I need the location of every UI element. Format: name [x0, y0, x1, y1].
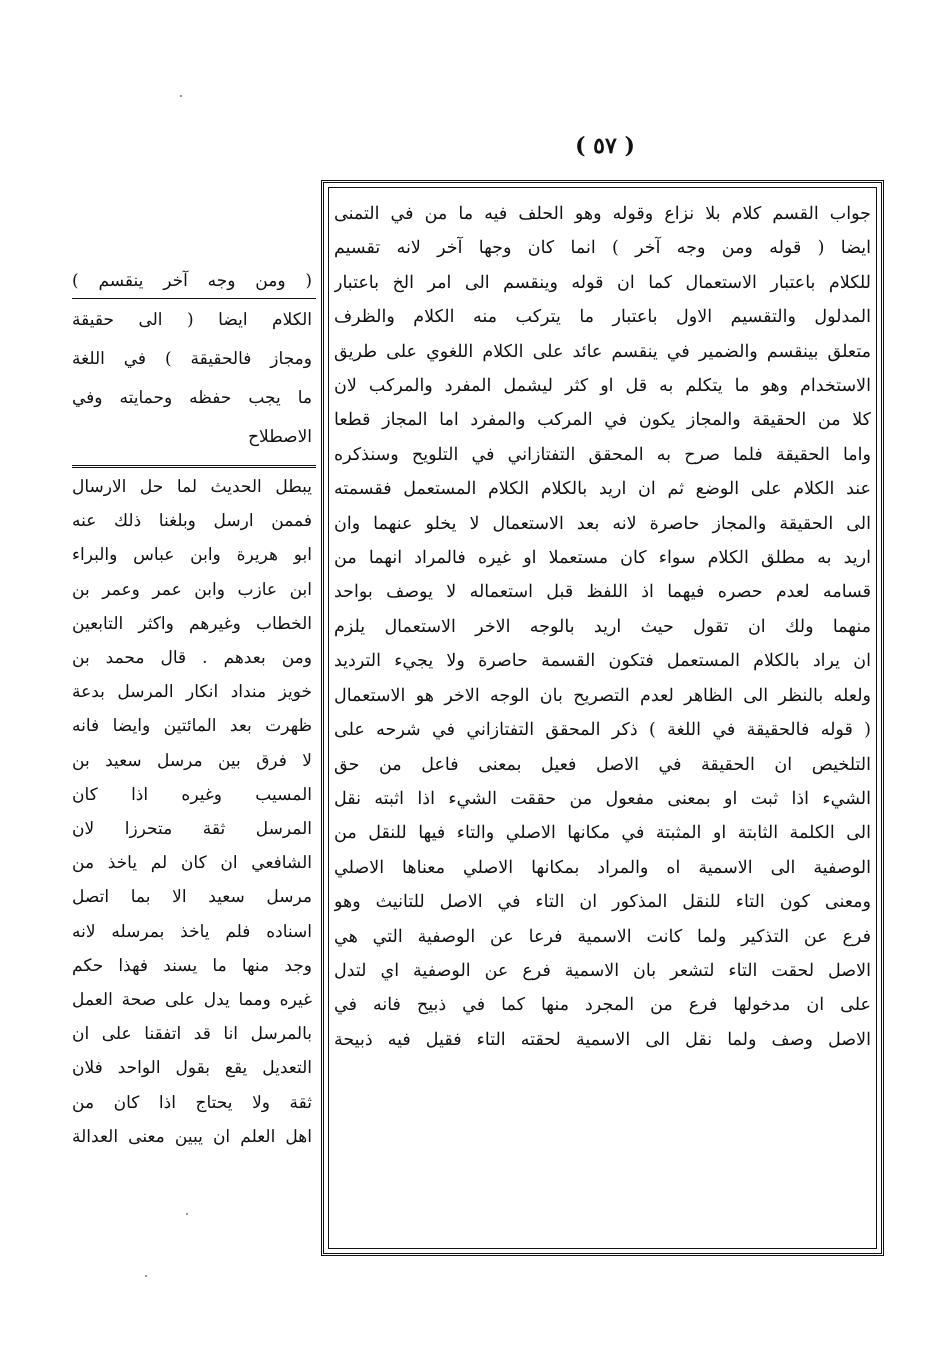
main-text-line: عند الكلام على الوضع ثم ان اريد بالكلام الكلام المستعمل فقسمته [334, 479, 871, 500]
main-text-line: ومعنى كون التاء للنقل المذكور ان التاء في الاصل للتانيث وهو [334, 892, 871, 913]
margin-commentary-bottom [72, 470, 312, 1230]
main-text-line: الاصل لحقت التاء لتشعر بان الاسمية فرع عن الوصفية اي لتدل [334, 960, 871, 981]
margin-top-line: الكلام ايضا ( الى حقيقة [72, 310, 312, 330]
margin-bottom-line: بالمرسل انا قد اتفقنا على ان [72, 1024, 312, 1045]
main-text-line: المدلول والتقسيم الاول باعتبار ما يتركب منه الكلام والظرف [334, 307, 871, 328]
main-text-line: منهما ولك ان تقول حيث اريد بالوجه الاخر الاستعمال يلزم [334, 616, 871, 637]
margin-bottom-line: فممن ارسل وبلغنا ذلك عنه [72, 511, 312, 532]
page-number: ( ٥٧ ) [575, 133, 635, 159]
margin-bottom-line: وجد منها ما يسند فهذا حكم [72, 955, 312, 976]
margin-commentary-top [72, 262, 312, 462]
main-text-line: اريد به مطلق الكلام سواء كان مستعملا او غيره فالمراد انهما من [334, 548, 871, 569]
margin-bottom-line: ومن بعدهم . قال محمد بن [72, 648, 312, 669]
margin-top-line: ما يجب حفظه وحمايته وفي [72, 388, 312, 408]
margin-divider [72, 465, 316, 466]
scan-speck [145, 1275, 147, 1277]
main-text-line: الوصفية الى الاسمية اه والمراد بمكانها الاصلي معناها الاصلي [334, 857, 871, 878]
main-text-line: للكلام باعتبار الاستعمال كما ان قوله وينقسم الى امر الخ باعتبار [334, 272, 871, 293]
margin-bottom-line: الشافعي ان كان لم ياخذ من [72, 853, 312, 874]
main-text-line: التلخيص ان الحقيقة في الاصل فعيل بمعنى فاعل من حق [334, 754, 871, 775]
margin-bottom-line: ابن عازب وابن عمر وعمر بن [72, 579, 312, 600]
main-text-line: ( قوله فالحقيقة في اللغة ) ذكر المحقق التفتازاني في شرحه على [334, 720, 871, 741]
margin-bottom-line: مرسل سعيد الا بما اتصل [72, 887, 312, 908]
margin-divider [72, 467, 316, 468]
scan-speck [180, 95, 182, 97]
margin-bottom-line: المسيب وغيره اذا كان [72, 784, 312, 805]
margin-top-line: الاصطلاح [248, 427, 312, 447]
main-text-line: الى الكلمة الثابتة او المثبتة في مكانها الاصلي والتاء فيها للنقل من [334, 823, 871, 844]
margin-top-underline [72, 298, 316, 299]
main-text-line: قسامه لعدم حصره فيهما اذ اللفظ قبل استعماله لا يوصف بواحد [334, 582, 871, 603]
margin-bottom-line: يبطل الحديث لما حل الارسال [72, 477, 312, 497]
margin-bottom-line: الخطاب وغيرهم واكثر التابعين [72, 613, 312, 634]
margin-bottom-line: ابو هريرة وابن عباس والبراء [72, 545, 312, 566]
main-text-line: فرع عن التذكير ولما كانت الاسمية فرعا عن الوصفية التي هي [334, 926, 871, 947]
main-text-frame [321, 180, 884, 1256]
margin-bottom-line: خويز منداد انكار المرسل بدعة [72, 682, 312, 703]
margin-bottom-line: غيره ومما يدل على صحة العمل [72, 990, 312, 1011]
margin-bottom-line: ظهرت بعد المائتين وايضا فانه [72, 716, 312, 737]
margin-bottom-line: التعديل يقع بقول الواحد فلان [72, 1058, 312, 1079]
margin-bottom-line: لا فرق بين مرسل سعيد بن [72, 750, 312, 771]
main-text-line: كلا من الحقيقة والمجاز يكون في المركب والمفرد اما المجاز قطعا [334, 410, 871, 431]
main-text-line: ان يراد بالكلام المستعمل فتكون القسمة حاصرة ولا يجيء الترديد [334, 651, 871, 672]
main-text-line: متعلق بينقسم والضمير في ينقسم عائد على الكلام اللغوي على طريق [334, 341, 871, 362]
main-text-line: جواب القسم كلام بلا نزاع وقوله وهو الحلف فيه ما من في التمنى [334, 204, 871, 224]
main-text-line: الى الحقيقة والمجاز حاصرة لانه بعد الاستعمال لا يخلو عنهما وان [334, 513, 871, 534]
margin-bottom-line: اسناده فلم ياخذ بمرسله لانه [72, 921, 312, 942]
main-text-line: الاصل وصف ولما نقل الى الاسمية لحقته التاء فقيل فيه ذبيحة [334, 1029, 871, 1050]
main-text-line: واما الحقيقة فلما صرح به المحقق التفتازاني في التلويح وسنذكره [334, 444, 871, 465]
scan-speck [186, 1213, 188, 1215]
margin-top-line: ( ومن وجه آخر ينقسم ) [72, 271, 312, 291]
main-text-line: الشيء اذا ثبت او بمعنى مفعول من حققت الشيء اذا اثبته نقل [334, 788, 871, 809]
margin-bottom-line: اهل العلم ان يبين معنى العدالة [72, 1126, 312, 1147]
main-text-body [334, 197, 871, 1243]
margin-bottom-line: المرسل ثقة متحرزا لان [72, 819, 312, 840]
main-text-line: ايضا ( قوله ومن وجه آخر ) انما كان وجها آخر لانه تقسيم [334, 238, 871, 259]
main-text-line: ولعله بالنظر الى الظاهر لعدم التصريح بان الوجه الاخر هو الاستعمال [334, 685, 871, 706]
main-text-line: الاستخدام وهو ما يتكلم به قل او كثر ليشمل المفرد والمركب لان [334, 376, 871, 397]
main-text-line: على ان مدخولها فرع من المجرد منها كما في ذبيح فانه في [334, 995, 871, 1016]
margin-top-line: ومجاز فالحقيقة ) في اللغة [72, 349, 312, 369]
margin-bottom-line: ثقة ولا يحتاج اذا كان من [72, 1092, 312, 1113]
